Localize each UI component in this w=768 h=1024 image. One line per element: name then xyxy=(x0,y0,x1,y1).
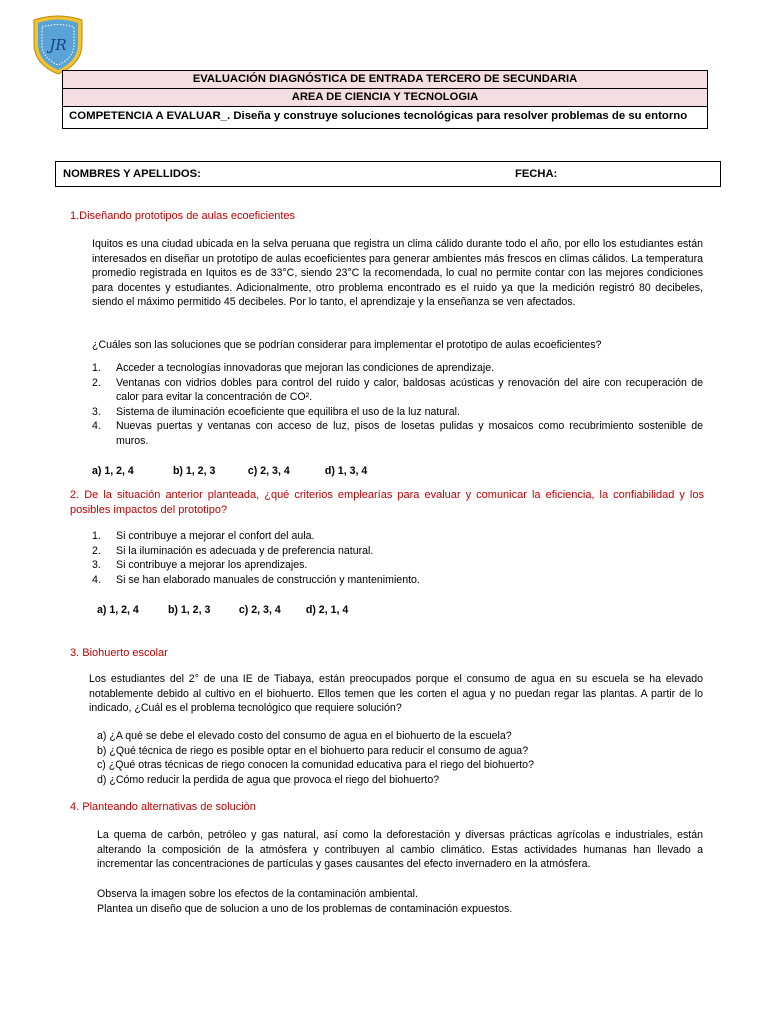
answer-option: d) 1, 3, 4 xyxy=(324,465,368,477)
question-1-title: 1.Diseñando prototipos de aulas ecoeficientes xyxy=(70,210,296,222)
name-label: NOMBRES Y APELLIDOS: xyxy=(63,168,201,180)
answer-option: a) 1, 2, 4 xyxy=(97,604,139,616)
list-item: 4. Nuevas puertas y ventanas con acceso de luz, pisos de losetas pulidas y mosaicos como recubrimiento sostenible de muros. xyxy=(92,420,703,448)
list-item: 2. Si la iluminación es adecuada y de preferencia natural. xyxy=(92,544,374,557)
evaluation-title: EVALUACIÓN DIAGNÓSTICA DE ENTRADA TERCERO DE SECUNDARIA xyxy=(63,71,707,89)
question-1-list xyxy=(92,361,703,449)
answer-option: a) 1, 2, 4 xyxy=(92,465,134,477)
answer-option: d) 2, 1, 4 xyxy=(305,604,349,616)
question-1-text: Iquitos es una ciudad ubicada en la selva peruana que registra un clima cálido durante todo el año, por ello los estudiantes están interesados en diseñar un prototipo de aulas ecoeficientes para generar ambientes más frescos en climas cálidos. La temperatura promedio registrada en Iquitos es de 33°C, siendo 23°C la recomendada, lo cual no permite contar con las mejores condiciones para docentes y estudiantes. Adicionalmente, otro problema encontrado es el ruido ya que la medición registró 80 decibeles, siendo el máximo permitido 45 decibeles. Por lo tanto, el aprendizaje y la enseñanza se ven afectados. xyxy=(92,238,703,309)
question-2-answers xyxy=(97,603,348,618)
question-2-title: 2. De la situación anterior planteada, ¿qué criterios emplearías para evaluar y comunicar la eficiencia, la confiabilidad y los posibles impactos del prototipo? xyxy=(70,489,704,517)
list-item: 3. Si contribuye a mejorar los aprendizajes. xyxy=(92,559,308,572)
list-item: 1. Si contribuye a mejorar el confort del aula. xyxy=(92,530,315,542)
question-4-title: 4. Planteando alternativas de solución xyxy=(70,801,256,813)
list-item: 3. Sistema de iluminación ecoeficiente que equilibra el uso de la luz natural. xyxy=(92,405,460,418)
answer-option: b) 1, 2, 3 xyxy=(167,604,211,616)
area-title: AREA DE CIENCIA Y TECNOLOGIA xyxy=(63,89,707,107)
school-logo-icon xyxy=(30,14,86,76)
instruction-line: Observa la imagen sobre los efectos de la contaminación ambiental. xyxy=(97,888,418,900)
answer-option: d) ¿Cómo reducir la perdida de agua que provoca el riego del biohuerto? xyxy=(97,773,440,786)
list-item: 2. Ventanas con vidrios dobles para control del ruido y calor, baldosas acústicas y renovación del aire con recuperación de calor para evitar la concentración de CO². xyxy=(92,376,703,404)
competencia-text: COMPETENCIA A EVALUAR_. Diseña y construye soluciones tecnológicas para resolver problemas de su entorno xyxy=(69,110,688,122)
answer-option: b) ¿Qué técnica de riego es posible optar en el biohuerto para reducir el consumo de agua? xyxy=(97,744,529,757)
question-3-text: Los estudiantes del 2° de una IE de Tiabaya, están preocupados porque el consumo de agua en su escuela se ha elevado notablemente debido al cultivo en el biohuerto. Ellos temen que les corten el agua y no puedan regar las plantas. A partir de lo indicado, ¿Cuál es el problema tecnológico que requiere solución? xyxy=(89,673,703,715)
question-1-answers xyxy=(92,464,367,479)
question-4-instructions xyxy=(97,887,703,916)
answer-option: b) 1, 2, 3 xyxy=(172,465,216,477)
question-3-options xyxy=(97,729,703,787)
list-item: 4. Si se han elaborado manuales de construcción y mantenimiento. xyxy=(92,573,420,586)
answer-option: c) 2, 3, 4 xyxy=(238,604,281,616)
answer-option: c) 2, 3, 4 xyxy=(247,465,290,477)
question-1-prompt: ¿Cuáles son las soluciones que se podrían considerar para implementar el prototipo de aulas ecoeficientes? xyxy=(92,339,602,351)
question-2-list xyxy=(92,529,703,587)
question-4-text: La quema de carbón, petróleo y gas natural, así como la deforestación y diversas prácticas agrícolas e industriales, están alterando la composición de la atmósfera y contribuyen al cambio climático. Estas actividades humanas han llevado a incrementar las concentraciones de partículas y gases causantes del efecto invernadero en la atmósfera. xyxy=(97,829,703,871)
logo-monogram: JR xyxy=(49,36,67,54)
answer-option: a) ¿A qué se debe el elevado costo del consumo de agua en el biohuerto de la escuela? xyxy=(97,730,512,742)
answer-option: c) ¿Qué otras técnicas de riego conocen la comunidad educativa para el riego del biohuerto? xyxy=(97,759,534,772)
question-3-title: 3. Biohuerto escolar xyxy=(70,647,168,659)
header-table xyxy=(62,70,708,129)
list-item: 1. Acceder a tecnologías innovadoras que mejoran las condiciones de aprendizaje. xyxy=(92,362,495,374)
date-label: FECHA: xyxy=(515,168,558,180)
instruction-line: Plantea un diseño que de solucion a uno de los problemas de contaminación expuestos. xyxy=(97,902,513,915)
student-info-box xyxy=(55,161,721,187)
